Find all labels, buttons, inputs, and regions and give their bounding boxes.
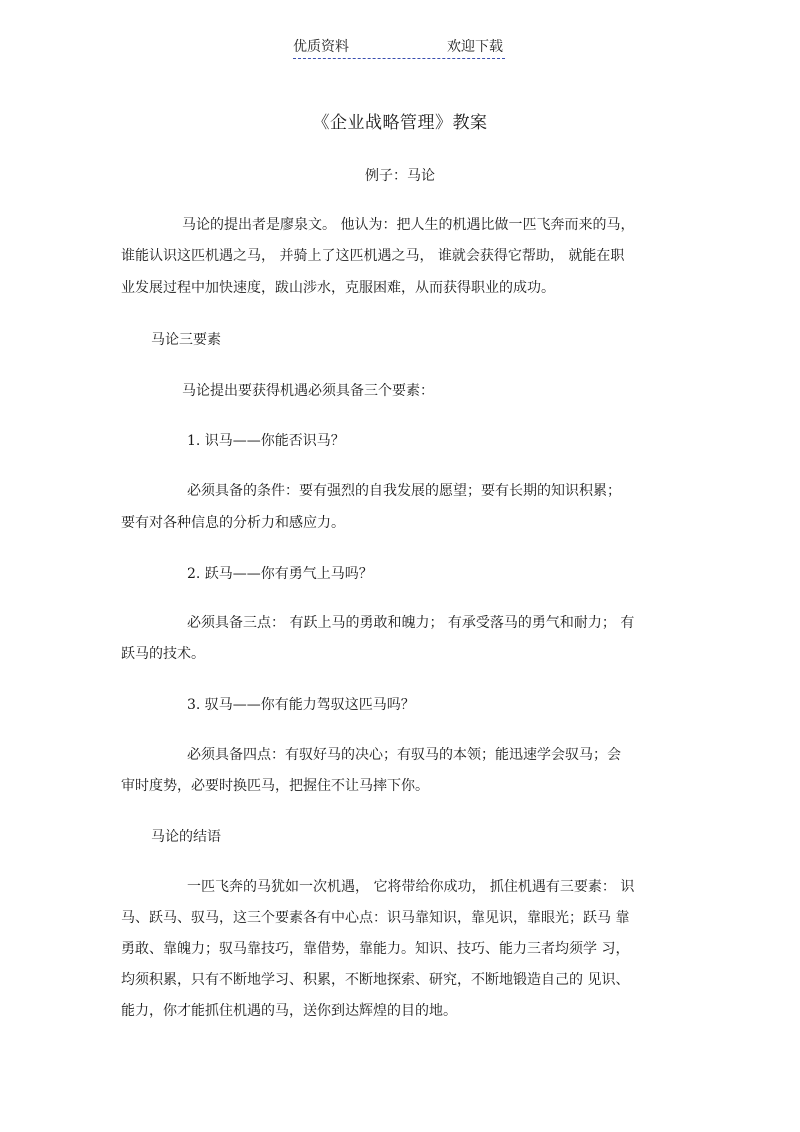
- lead-paragraph: 马论提出要获得机遇必须具备三个要素：: [182, 383, 434, 399]
- conclusion-line-2: 马、跃马、驭马，这三个要素各有中心点：识马靠知识，靠见识，靠眼光；跃马 靠: [121, 910, 630, 926]
- item-1-line-1: 必须具备的条件：要有强烈的自我发展的愿望；要有长期的知识积累；: [187, 483, 621, 499]
- intro-line-3: 业发展过程中加快速度，跋山涉水，克服困难，从而获得职业的成功。: [121, 280, 555, 296]
- conclusion-line-3: 勇敢、靠魄力；驭马靠技巧，靠借势，靠能力。知识、技巧、能力三者均须学 习，: [121, 941, 630, 957]
- item-2-heading: 2. 跃马——你有勇气上马吗？: [187, 566, 373, 582]
- page-header: [293, 36, 505, 59]
- header-left-text: 优质资料: [293, 39, 349, 55]
- document-title: 《企业战略管理》教案: [312, 113, 488, 133]
- item-3-line-1: 必须具备四点：有驭好马的决心；有驭马的本领；能迅速学会驭马；会: [187, 747, 621, 763]
- item-3-line-2: 审时度势，必要时换匹马，把握住不让马摔下你。: [121, 778, 429, 794]
- header-right-text: 欢迎下载: [447, 39, 503, 55]
- section-heading-three-elements: 马论三要素: [151, 332, 221, 348]
- item-1-line-2: 要有对各种信息的分析力和感应力。: [121, 515, 345, 531]
- intro-line-2: 谁能认识这匹机遇之马， 并骑上了这匹机遇之马， 谁就会获得它帮助， 就能在职: [121, 248, 625, 264]
- conclusion-line-5: 能力，你才能抓住机遇的马，送你到达辉煌的目的地。: [121, 1003, 457, 1019]
- document-subtitle: 例子：马论: [365, 168, 435, 184]
- item-3-heading: 3. 驭马——你有能力驾驭这匹马吗？: [187, 697, 415, 713]
- item-1-heading: 1. 识马——你能否识马？: [187, 433, 345, 449]
- item-2-line-2: 跃马的技术。: [121, 646, 205, 662]
- section-heading-conclusion: 马论的结语: [151, 829, 221, 845]
- conclusion-line-4: 均须积累，只有不断地学习、积累，不断地探索、研究，不断地锻造自己的 见识、: [121, 972, 630, 988]
- intro-line-1: 马论的提出者是廖泉文。 他认为：把人生的机遇比做一匹飞奔而来的马，: [182, 217, 635, 233]
- item-2-line-1: 必须具备三点： 有跃上马的勇敢和魄力； 有承受落马的勇气和耐力； 有: [187, 615, 635, 631]
- conclusion-line-1: 一匹飞奔的马犹如一次机遇， 它将带给你成功， 抓住机遇有三要素： 识: [187, 879, 635, 895]
